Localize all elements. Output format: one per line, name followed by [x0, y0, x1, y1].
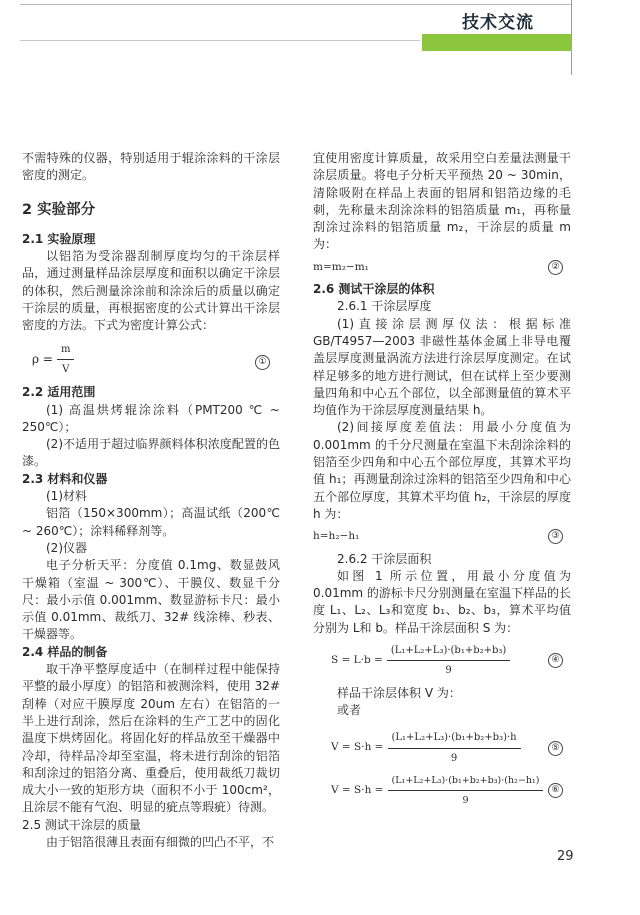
section-2-2-title: 2.2 适用范围 — [22, 385, 96, 400]
section-2-4-body: 取干净平整厚度适中（在制样过程中能保持平整的最小厚度）的铝箔和被测涂料，使用 32# 刮棒（对应干膜厚度 20um 左右）在铝箔的一半上进行刮涂，然后在涂料的生产工艺中的固化温度下烘烤固化。将固化好的样品放至干燥器中冷却，待样品冷却至室温，将未进行刮涂的铝箔和刮涂过的铝箔分离、重叠后，使用裁纸刀裁切成大小一致的矩形方块（面积不小于 100cm²，且涂层不能有气泡、明显的疵点等瑕疵）待测。 — [22, 662, 280, 815]
section-2-5-body: 由于铝箔很薄且表面有细微的凹凸不平，不 — [46, 834, 275, 849]
formula-6 — [331, 772, 571, 810]
formula-3-text: h=h₂−h₁ — [313, 530, 360, 543]
formula-6-numerator: (L₁+L₂+L₃)·(b₁+b₂+b₃)·(h₂−h₁) — [388, 772, 544, 791]
formula-1-lhs: ρ = — [32, 351, 53, 366]
section-2-1-body: 以铝箔为受涂器刮制厚度均匀的干涂层样品，通过测量样品涂层厚度和面积以确定干涂层的体积，然后测量涂涂前和涂涂后的质量以确定干涂层的质量，再根据密度的公式计算出干涂层密度的方法。下式为密度计算公式： — [22, 249, 280, 333]
formula-6-number: ⑥ — [548, 783, 563, 798]
page-number: 29 — [557, 849, 574, 864]
section-2-5-title: 2.5 测试干涂层的质量 — [22, 817, 141, 832]
section-2-5-continued: 宜使用密度计算质量，故采用空白差量法测量干涂层质量。将电子分析天平预热 20 ~ 30min，清除吸附在样品上表面的铝屑和铝箔边缘的毛刺，先称量未刮涂涂料的铝箔质量 m₁，再称量刮涂过涂料的铝箔质量 m₂，干涂层的质量 m 为： — [313, 151, 571, 252]
formula-2-number: ② — [548, 260, 563, 275]
formula-3-number: ③ — [548, 529, 563, 544]
section-2-3-title: 2.3 材料和仪器 — [22, 471, 108, 486]
header-top-rule — [20, 4, 572, 5]
section-2-3-materials-body: 铝箔（150×300mm）；高温试纸（200℃ ~ 260℃）；涂料稀释剂等。 — [22, 506, 280, 538]
formula-4-denominator: 9 — [445, 665, 452, 677]
formula-4-numerator: (L₁+L₂+L₃)·(b₁+b₂+b₃) — [387, 642, 510, 661]
formula-5 — [331, 729, 571, 767]
section-2-2-item-2: (2)不适用于超过临界颜料体积浓度配置的色漆。 — [22, 437, 280, 469]
formula-5-number: ⑤ — [548, 741, 563, 756]
right-column — [313, 150, 571, 814]
section-2-6-title: 2.6 测试干涂层的体积 — [313, 282, 435, 297]
formula-2-text: m=m₂−m₁ — [313, 260, 369, 273]
section-2-3-materials-head: (1)材料 — [46, 489, 87, 504]
section-2-3-instruments-head: (2)仪器 — [46, 540, 87, 555]
formula-6-fraction — [388, 772, 544, 810]
formula-6-denominator: 9 — [462, 795, 469, 807]
formula-1-numerator: m — [57, 341, 74, 360]
left-column — [22, 150, 280, 851]
volume-intro: 样品干涂层体积 V 为： — [337, 685, 461, 700]
running-header-title: 技术交流 — [462, 13, 534, 33]
formula-2 — [313, 259, 571, 276]
header-accent-bar — [422, 34, 572, 51]
intro-text: 不需特殊的仪器，特别适用于辊涂涂料的干涂层密度的测定。 — [22, 151, 280, 183]
formula-5-lhs: V = S·h = — [331, 741, 384, 754]
section-2-6-1-method-2: (2)间接厚度差值法：用最小分度值为 0.001mm 的千分尺测量在室温下未刮涂涂料的铝箔至少四角和中心五个部位厚度，其算术平均值 h₁；再测量刮涂过涂料的铝箔至少四角和中心五个部位厚度，其算术平均值 h₂，干涂层的厚度 h 为： — [313, 420, 571, 521]
header-rule — [20, 40, 420, 41]
section-2-4-title: 2.4 样品的制备 — [22, 644, 108, 659]
formula-1-fraction — [57, 341, 74, 379]
formula-4 — [331, 642, 571, 680]
section-2-3-instruments-body: 电子分析天平：分度值 0.1mg、数显鼓风干燥箱（室温 ~ 300℃）、干膜仪、数显千分尺：最小示值 0.001mm、数显游标卡尺：最小示值 0.01mm、裁纸刀、32# 线涂棒、秒表、干燥器等。 — [22, 558, 280, 642]
formula-1-denominator: V — [62, 363, 70, 375]
formula-4-fraction — [387, 642, 510, 680]
formula-5-numerator: (L₁+L₂+L₃)·(b₁+b₂+b₃)·h — [388, 729, 521, 748]
section-2-2-item-1: (1) 高温烘烤辊涂涂料（PMT200 ℃ ~ 250℃）； — [22, 402, 280, 434]
formula-5-fraction — [388, 729, 521, 767]
section-2-6-2-body: 如图 1 所示位置，用最小分度值为 0.01mm 的游标卡尺分别测量在室温下样品的长度 L₁、L₂、L₃和宽度 b₁、b₂、b₃，算术平均值分别为 L和 b。样品干涂层面积 S 为： — [313, 568, 571, 635]
or-text: 或者 — [337, 702, 362, 717]
section-2-6-1-title: 2.6.1 干涂层厚度 — [337, 299, 432, 314]
formula-4-lhs: S = L·b = — [331, 654, 383, 667]
section-2-6-2-title: 2.6.2 干涂层面积 — [337, 551, 432, 566]
formula-3 — [313, 528, 571, 545]
section-2-6-1-method-1: (1)直接涂层测厚仪法：根据标准 GB/T4957—2003 非磁性基体金属上非导电覆盖层厚度测量涡流方法进行涂层厚度测定。在试样足够多的地方进行测试，但在试样上至少要测量四角和中心五个部位，以全部测量值的算术平均值作为干涂层厚度测量结果 h。 — [313, 316, 571, 418]
section-2-title: 2 实验部分 — [22, 201, 96, 218]
formula-4-number: ④ — [548, 653, 563, 668]
section-2-1-title: 2.1 实验原理 — [22, 231, 96, 246]
formula-6-lhs: V = S·h = — [331, 783, 384, 796]
formula-1 — [32, 341, 280, 379]
formula-5-denominator: 9 — [450, 752, 458, 764]
formula-1-number: ① — [255, 355, 270, 370]
